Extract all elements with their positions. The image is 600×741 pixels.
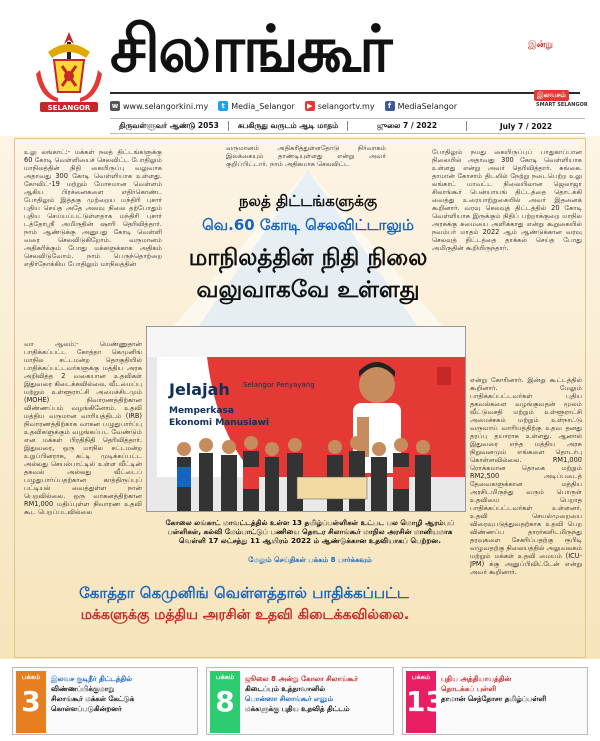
tv-icon: ▶	[305, 101, 315, 111]
tamil-year: திருவள்ளுவர் ஆண்டு 2053	[119, 121, 219, 130]
article-column-center-top: வருமானம் அதிகரித்துள்ளதோடு நிர்வாகம் இலக்கையும் தாண்டியுள்ளது என்று அவர் குறிப்பிட்டார். நாம் அதிகமாக செலவிட்ட	[226, 144, 386, 168]
newspaper-title: சிலாங்கூர்	[110, 12, 391, 87]
english-date: July 7 / 2022	[499, 121, 553, 131]
social-links	[110, 97, 580, 115]
teaser-text: ஜூலை 8 அன்று கோலா சிலாங்கூர் கிடைப்பும் உத்தாவானில் பொன்ஸா சிலாங்கூர் எனும் மக்களுக்கு புதிய உதவித் திட்டம்	[245, 675, 358, 713]
page-number-badge: பக்கம் 8	[210, 671, 240, 733]
article-column-right-top: போதிலும் நமது கையிருப்புப் பாதுகாப்பான நிலையில் அதாவது 300 கோடி வெள்ளியாக உள்ளது என்று அவர் தெரிவித்தார். சுங்கை. தாமான் கோசாம் திடலில் நேற்று நடைபெற்ற உலு லங்காட் மாவட்ட நிலையிலான ஜெலாஜா சிலாங்கூர் பென்யாயங் திட்டத்தை தொடக்கி வைத்து உரையாற்றுகையில் அவர் இதனைக் கூறினார். வரவு செலவுத் திட்டத்தில் 20 கோடி வெள்ளியாக இருக்கும் நிதிப் பற்றாக்குறை மாநில அரசுக்கு சுமையை அளிக்காது என்று கூறுகையில் நவம்பர் மாதம் 2022 ஆம் ஆண்டுக்கான வரவு செலவுத் திட்டத்தை தாக்கல் செய்த போது அமிருதின் கூறியிருந்தார்.	[432, 148, 582, 252]
headline-main-line2: வலுவாகவே உள்ளது	[196, 277, 420, 303]
website-link[interactable]: w www.selangorkini.my	[111, 101, 209, 111]
twitter-link[interactable]: t Media_Selangor	[218, 101, 294, 111]
teaser-text: புதிய அத்தியாயத்தின் தொடக்கப் புள்ளி தாமான் செந்தோசா தமிழ்ப்பள்ளி	[441, 675, 547, 703]
selangor-crest-icon	[34, 30, 104, 130]
news-photo	[146, 326, 466, 512]
title-divider	[110, 92, 580, 94]
date-bar	[110, 118, 585, 134]
svg-text:Selangor Penyayang: Selangor Penyayang	[243, 381, 315, 389]
facebook-icon: f	[385, 101, 395, 111]
bottom-headline-line1: கோத்தா கெமுனிங் வெள்ளத்தால் பாதிக்கப்பட்ட	[79, 584, 409, 602]
tv-link[interactable]: ▶ selangortv.my	[305, 101, 375, 111]
teaser-page-3[interactable]	[12, 667, 198, 735]
svg-text:Memperkasa: Memperkasa	[169, 406, 234, 416]
event-photo-illustration	[147, 327, 466, 512]
teaser-text: இலவச குடிநீர் திட்டத்தில் விண்ணப்பிக்குமாறு சிலாங்கூர் மக்கள் கேட்டுக் கொள்ளப்படுகின்றனர்	[51, 675, 135, 713]
article-column-left-top: உலு லங்காட்:- மக்கள் நலத் திட்டங்களுக்கு 60 கோடி வெள்ளியைச் செலவிட்ட போதிலும் மாநிலத்தின் நிதி கையிருப்பு வலுவாக அதாவது 300 கோடி வெள்ளியாக உள்ளது. கோவிட்-19 மற்றும் மோசமான வெள்ளம் ஆகிய பிரச்னைகளை எதிர்கொண்ட போதிலும் இத்தகு முற்றைய மந்திரி புசார் புதிய செய்த அதே அலவு நிலை தற்போதும் புதிய செய்யப்பட்டுள்ளதாக மந்திரி புசார் டத்தோஸ்ரீ அமிருதின் ஷாரி தெரிவித்தார். நாம் ஆண்டுக்கு அனுபது கோடி வெள்ளி வரை செலவிடுகிறோம். வருமானம் அதிகரிக்கும் போது மக்களுக்காக அதிகம் செலவிடுவோம். நாம் பெருந்தொற்றை எதிர்நோக்கிய போதிலும் மாநிலத்தின்	[24, 148, 162, 268]
headline-main-line1: மாநிலத்தின் நிதி நிலை	[188, 245, 428, 271]
twitter-icon: t	[218, 101, 228, 111]
tamil-month: சுபகிருது வருடம் ஆடி மாதம்	[237, 121, 339, 130]
facebook-link[interactable]: f MediaSelangor	[385, 101, 457, 111]
continued-link[interactable]: மேலும் செய்திகள் பக்கம் 8 பார்க்கவும்	[248, 556, 372, 564]
teaser-page-13[interactable]	[402, 667, 588, 735]
smart-selangor-logo: SMART SELANGOR	[536, 102, 588, 108]
headline-sub: வெ.60 கோடி செலவிட்டாலும்	[202, 216, 414, 234]
footer-teasers	[0, 661, 600, 741]
svg-text:Jelajah: Jelajah	[169, 380, 230, 399]
article-column-right-bottom: என்று கோரினார். இன்று கூட்டத்தில் கூறினார். மேலும் பாதிக்கப்பட்டவர்கள் புதிய தகவல்களை வழங்குவதன் மூலம் வீட்டுவசதி மற்றும் உள்ளூராட்சி அமைச்சகம் மற்றும் உள்நாட்டு வருவாய் வாரியத்திற்கு உதவ தனது தரப்பு தயாராக உள்ளது. ஆனால் இதுவரை எந்த மத்திய அரசு நிறுவனமும் எங்களை தொடர்பு கொள்ளவில்லை. RM1,000 ரொக்கமான தொகை மற்றும் RM2,500 அடிப்படைத் தேவைகளுக்கான மத்திய அரசிடமிருந்து வரும் பொருள் உதவியை பெறாத பாதிக்கப்பட்டவர்கள் உள்ளனர். உதவி செயல்முறையை விரைவுபடுத்துவதற்காக உதவி பெற விண்ணப்ப தாரர்களிடமிருந்து தரவுகளை சேகரிப்பதற்கு ரூபிடி வழுவதற்கு நிலையத்தில் அலுவலகம் மற்றும் மக்கள் உதவி மையம் (ICU-JPM) க்கு அனுப்பிவிட்டேன் என்று அவர் கூறினார்.	[470, 376, 582, 576]
tamil-date: ஜுலை 7 / 2022	[376, 121, 438, 130]
page-number-badge: பக்கம் 3	[16, 671, 46, 733]
svg-text:Ekonomi Manusiawi: Ekonomi Manusiawi	[169, 418, 270, 428]
masthead	[0, 0, 600, 131]
headline-lead: நலத் திட்டங்களுக்கு	[238, 192, 378, 210]
bottom-headline-line2: மக்களுக்கு மத்திய அரசின் உதவி கிடைக்கவில்லை.	[80, 607, 410, 623]
svg-text:SELANGOR: SELANGOR	[47, 104, 91, 112]
photo-caption: கோலை லங்காட் மாவட்டத்தில் உள்ள 13 தமிழ்ப்பள்ளிகள் உட்பட பல மொழி ஆரம்பப் பள்ளிகள், கல்வி மேம்பாட்டுப் பணியை தொடர சிலாங்கூர் மாநில அரசின் மானியமாக வெள்ளி 17 லட்சத்து 11 ஆயிரம் 2022 ம் ஆண்டுக்கான உதவியாகப் பெற்றன.	[165, 518, 455, 545]
free-badge: இலவசம்	[534, 90, 569, 101]
page-number-badge: பக்கம் 13	[406, 671, 436, 733]
side-brand	[528, 40, 592, 120]
today-label: இன்று	[528, 40, 554, 50]
teaser-page-8[interactable]	[206, 667, 394, 735]
article-column-left-bottom: வா ஆலம்:- மெண்ணுதான் பாதிக்கப்பட்ட கோத்தா கெமுனிங் மாநில சட்டமன்ற தொகுதியில் பாதிக்கப்பட்டவர்களுக்கு மத்திய அரசு அறிவித்த 2 வகையான உதவிகள் இதுவரை கிடைக்கவில்லை. வீடமைப்பு மற்றும் உள்ளூராட்சி அமைச்சிடமும் (MOHE) நிவாரணத்திற்கான விண்ணப்பம் வழங்கினோம். உதவி மத்திய வருமான வாரியத்திடம் (IRB) நிவாரணத்திற்காக வாகன பழுதுபார்ப்பு உதவிகளுக்கும் வழங்கப்பட வேண்டும் என மக்கள் பிரதிநிதி தெரிவித்தார். இதுவரை, ஒரு மாநில சட்டமன்ற உறுப்பினராக, கட்டி முடிக்கப்பட்ட அல்லது செயல்பாட்டில் உள்ள வீட்டின் தகவல் அல்லது வீட்டைப் பழுதுபார்ப்பதற்கான காத்திருப்புப் பட்டியல் வைத்துள்ள நான் பெறவில்லை. ஒரு வாகனத்திற்கான RM1,000 மதிப்புள்ள நிவாரண உதவி கூட பெறப்படவில்லை	[24, 340, 142, 516]
